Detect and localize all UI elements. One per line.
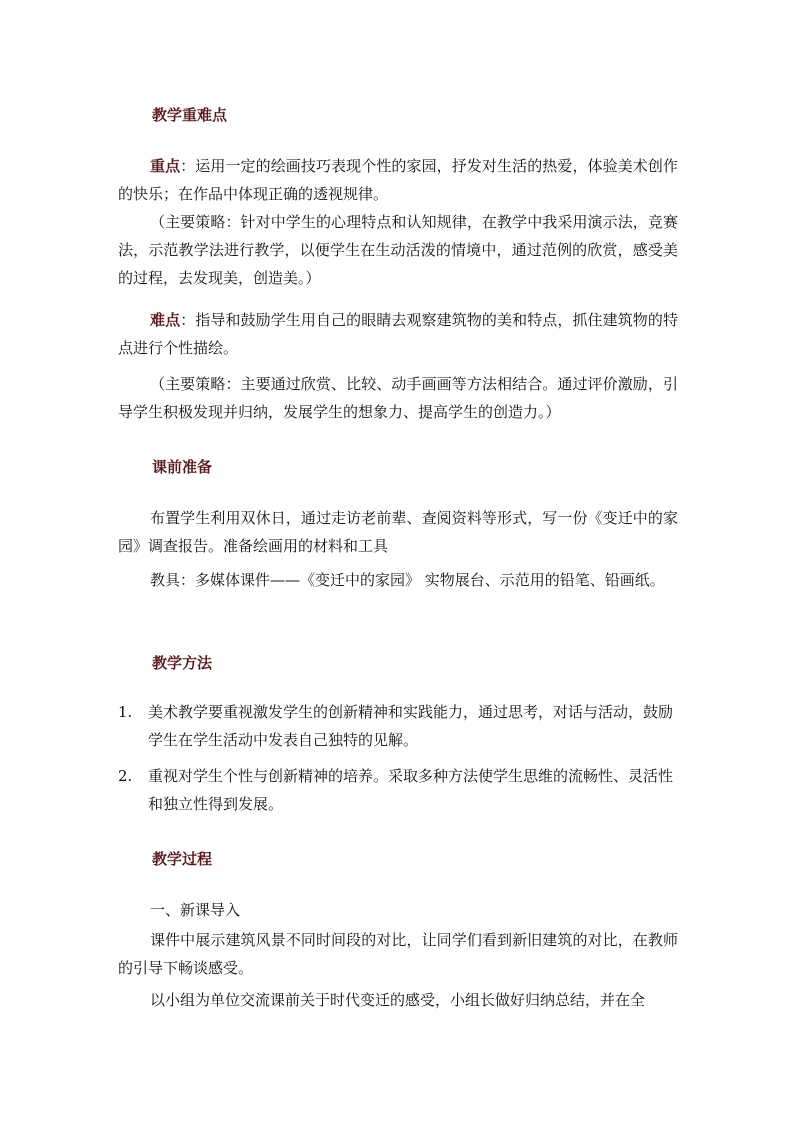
strategy-paragraph-2: （主要策略：主要通过欣赏、比较、动手画画等方法相结合。通过评价激励，引导学生积极发现并归纳，发展学生的想象力、提高学生的创造力。） <box>118 375 678 421</box>
difficult-point-text: ：指导和鼓励学生用自己的眼睛去观察建筑物的美和特点，抓住建筑物的特点进行个性描绘。 <box>118 311 678 357</box>
difficult-point-paragraph <box>118 306 678 362</box>
heading-preparation: 课前准备 <box>152 458 213 476</box>
list-item-text: 美术教学要重视激发学生的创新精神和实践能力，通过思考，对话与活动，鼓励学生在学生活动中发表自己独特的见解。 <box>148 703 674 749</box>
key-point-label: 重点 <box>150 157 181 175</box>
heading-method: 教学方法 <box>152 654 213 672</box>
list-item-text: 重视对学生个性与创新精神的培养。采取多种方法使学生思维的流畅性、灵活性和独立性得到发展。 <box>148 767 674 813</box>
strategy-paragraph-1: （主要策略：针对中学生的心理特点和认知规律，在教学中我采用演示法，竞赛法，示范教学法进行教学，以便学生在生动活泼的情境中，通过范例的欣赏，感受美的过程，去发现美，创造美。） <box>118 213 678 287</box>
key-point-paragraph <box>118 152 678 208</box>
process-subheading: 一、新课导入 <box>150 901 241 919</box>
process-paragraph-1: 课件中展示建筑风景不同时间段的对比，让同学们看到新旧建筑的对比，在教师的引导下畅谈感受。 <box>118 931 678 977</box>
difficult-point-label: 难点 <box>150 311 181 329</box>
list-number: 2. <box>118 767 133 785</box>
key-point-text: ：运用一定的绘画技巧表现个性的家园，抒发对生活的热爱，体验美术创作的快乐；在作品中体现正确的透视规律。 <box>118 157 678 203</box>
heading-process: 教学过程 <box>152 850 213 868</box>
method-list-item-2 <box>118 762 678 818</box>
preparation-paragraph-1: 布置学生利用双休日，通过走访老前辈、查阅资料等形式，写一份《变迁中的家园》调查报告。准备绘画用的材料和工具 <box>118 509 678 555</box>
preparation-paragraph-2: 教具：多媒体课件——《变迁中的家园》 实物展台、示范用的铅笔、铅画纸。 <box>150 571 665 589</box>
process-paragraph-2: 以小组为单位交流课前关于时代变迁的感受，小组长做好归纳总结，并在全 <box>150 991 646 1009</box>
list-number: 1. <box>118 703 133 721</box>
heading-difficulty: 教学重难点 <box>152 106 228 124</box>
method-list-item-1 <box>118 698 678 754</box>
